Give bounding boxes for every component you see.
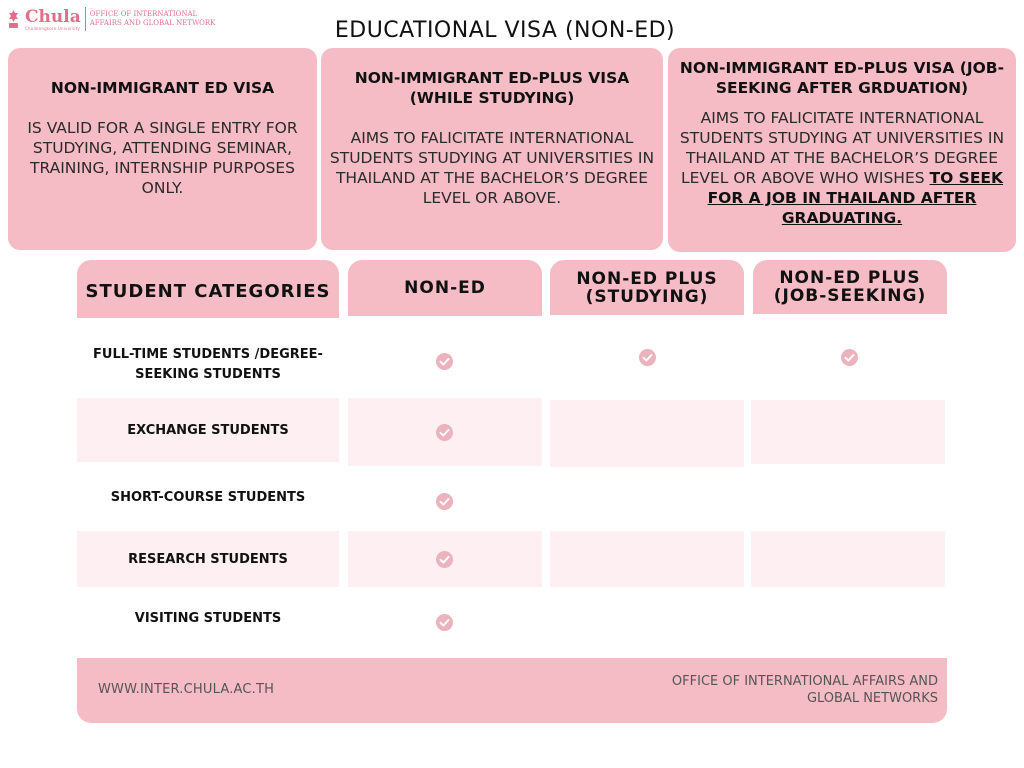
logo-office-text: OFFICE OF INTERNATIONAL AFFAIRS AND GLOBAL NETWORK <box>89 10 216 27</box>
visa-box-heading: NON-IMMIGRANT ED-PLUS VISA (WHILE STUDYING) <box>354 69 630 107</box>
visa-box-ed-plus-job-seeking <box>668 48 1016 252</box>
visa-box-ed <box>8 48 317 250</box>
row-label-full-time: FULL-TIME STUDENTS /DEGREE-SEEKING STUDENTS <box>93 347 323 382</box>
row-shade <box>751 400 945 464</box>
row-shade <box>550 531 744 587</box>
check-circle-icon <box>436 614 453 631</box>
logo-text: Chula <box>25 7 81 27</box>
check-circle-icon <box>436 424 453 441</box>
footer-office: OFFICE OF INTERNATIONAL AFFAIRS AND GLOBAL NETWORKS <box>671 674 938 706</box>
row-label-short-course: SHORT-COURSE STUDENTS <box>110 490 306 505</box>
footer-website: WWW.INTER.CHULA.AC.TH <box>98 682 275 697</box>
footer-bar <box>77 658 947 723</box>
page-title: EDUCATIONAL VISA (NON-ED) <box>334 18 676 43</box>
visa-box-description: IS VALID FOR A SINGLE ENTRY FOR STUDYING, ATTENDING SEMINAR, TRAINING, INTERNSHIP PURPOSES ONLY. <box>27 119 298 197</box>
row-shade <box>550 400 744 467</box>
visa-box-description-text: AIMS TO FALICITATE INTERNATIONAL STUDENTS STUDYING AT UNIVERSITIES IN THAILAND AT THE BACHELOR’S DEGREE LEVEL OR ABOVE WHO WISHES <box>679 109 1005 187</box>
row-label-research: RESEARCH STUDENTS <box>128 552 288 567</box>
row-label-exchange: EXCHANGE STUDENTS <box>127 423 289 438</box>
col-header-non-ed-plus-studying: NON-ED PLUS (STUDYING) <box>550 260 744 315</box>
visa-box-description <box>676 108 1008 228</box>
check-circle-icon <box>436 353 453 370</box>
row-label-visiting: VISITING STUDENTS <box>134 611 282 626</box>
visa-box-heading: NON-IMMIGRANT ED VISA <box>50 79 275 97</box>
visa-box-emphasis: TO SEEK FOR A JOB IN THAILAND AFTER GRADUATING. <box>707 169 1004 227</box>
check-circle-icon <box>436 551 453 568</box>
col-header-non-ed: NON-ED <box>348 260 542 316</box>
row-shade <box>751 531 945 587</box>
check-circle-icon <box>639 349 656 366</box>
visa-box-description: AIMS TO FALICITATE INTERNATIONAL STUDENTS STUDYING AT UNIVERSITIES IN THAILAND AT THE BACHELOR’S DEGREE LEVEL OR ABOVE. <box>329 129 655 207</box>
col-header-non-ed-plus-job-seeking: NON-ED PLUS (JOB-SEEKING) <box>753 260 947 314</box>
visa-box-heading: NON-IMMIGRANT ED-PLUS VISA (JOB-SEEKING AFTER GRDUATION) <box>679 59 1005 97</box>
col-header-student-categories: STUDENT CATEGORIES <box>77 260 339 318</box>
visa-box-ed-plus-studying <box>321 48 663 250</box>
check-circle-icon <box>841 349 858 366</box>
logo-subtext: Chulalongkorn University <box>25 26 81 31</box>
check-circle-icon <box>436 493 453 510</box>
